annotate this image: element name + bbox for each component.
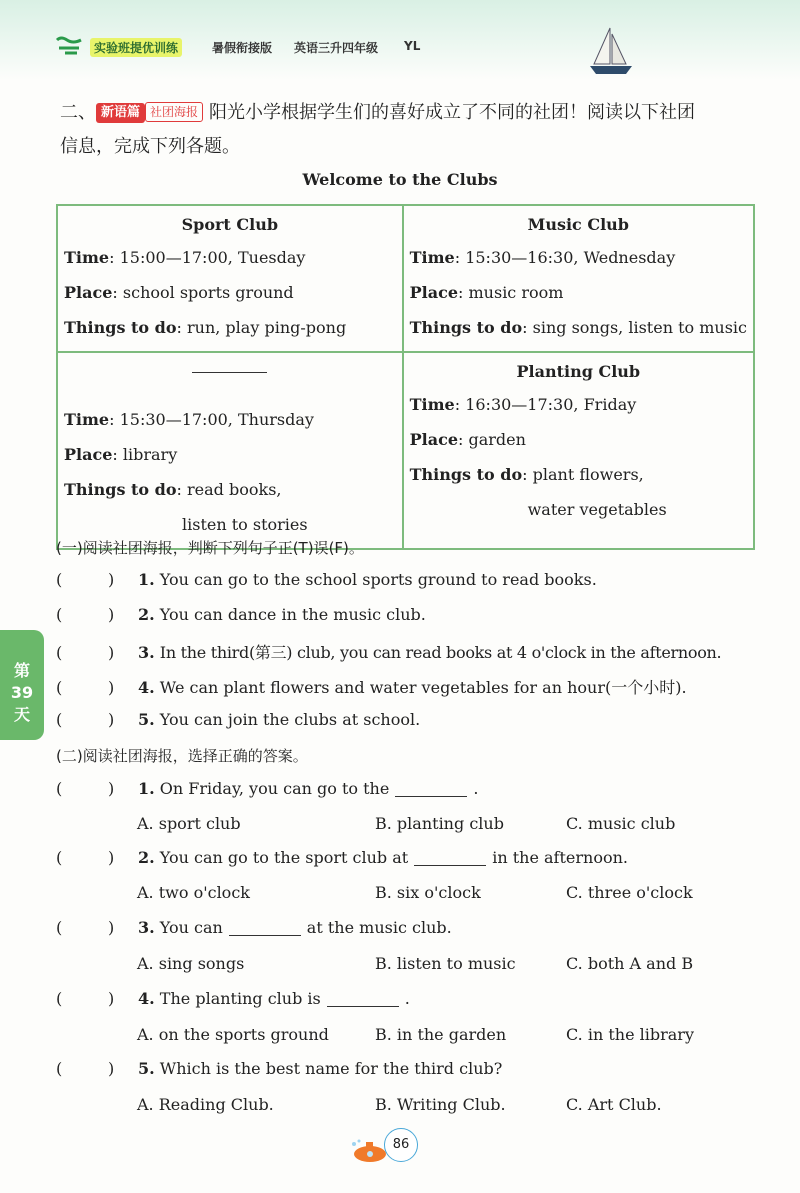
answer-blank[interactable] — [414, 865, 486, 866]
club-time: 15:00—17:00, Tuesday — [119, 248, 306, 267]
passage-type-tag: 社团海报 — [145, 102, 203, 122]
club-time: 16:30—17:30, Friday — [465, 395, 637, 414]
section-intro — [60, 96, 760, 164]
question-text-after: . — [473, 779, 479, 798]
answer-paren[interactable]: ( ) — [56, 779, 115, 798]
tf-question — [56, 640, 721, 663]
question-number: 2. — [138, 848, 155, 867]
club-place: garden — [468, 430, 526, 449]
day-tab-number: 39 — [10, 683, 34, 702]
time-label: Time — [409, 248, 455, 267]
question-number: 4. — [138, 678, 155, 697]
club-cell-music: Music Club Time: 15:30—16:30, Wednesday Place: music room Things to do: sing songs, listen to music — [403, 205, 754, 352]
question-text: On Friday, you can go to the — [159, 779, 390, 798]
answer-paren[interactable]: ( ) — [56, 918, 115, 937]
question-text: You can go to the sport club at — [159, 848, 409, 867]
place-label: Place — [409, 430, 459, 449]
question-number: 4. — [138, 989, 155, 1008]
option-c[interactable]: C. in the library — [566, 1025, 694, 1044]
tf-question — [56, 570, 597, 589]
club-things-continued: water vegetables — [527, 500, 667, 519]
things-label: Things to do — [64, 480, 177, 499]
answer-paren[interactable]: ( ) — [56, 643, 115, 662]
club-place: music room — [468, 283, 564, 302]
time-label: Time — [64, 410, 110, 429]
club-cell-planting: Planting Club Time: 16:30—17:30, Friday Place: garden Things to do: plant flowers, water vegetables — [403, 352, 754, 549]
club-name: Music Club — [527, 215, 629, 234]
day-side-tab — [0, 630, 44, 740]
club-cell-third: Time: 15:30—17:00, Thursday Place: library Things to do: read books, listen to stories — [57, 352, 403, 549]
question-text: You can dance in the music club. — [159, 605, 426, 624]
day-tab-suffix: 天 — [13, 705, 30, 724]
day-tab-prefix: 第 — [13, 661, 30, 680]
question-text: You can — [159, 918, 223, 937]
time-label: Time — [64, 248, 110, 267]
brand-logo-icon — [55, 36, 83, 56]
intro-text-line2: 信息，完成下列各题。 — [60, 136, 240, 157]
question-text: Which is the best name for the third club? — [159, 1059, 503, 1078]
time-label: Time — [409, 395, 455, 414]
answer-blank[interactable] — [229, 935, 301, 936]
club-name-blank-line — [192, 372, 267, 373]
option-b[interactable]: B. planting club — [375, 814, 504, 833]
question-number: 5. — [138, 1059, 155, 1078]
club-time: 15:30—17:00, Thursday — [119, 410, 314, 429]
question-text: In the third(第三) club, you can read books at 4 o'clock in the afternoon. — [159, 643, 722, 662]
option-a[interactable]: A. sport club — [137, 814, 241, 833]
club-time: 15:30—16:30, Wednesday — [465, 248, 676, 267]
things-label: Things to do — [64, 318, 177, 337]
question-text: The planting club is — [159, 989, 321, 1008]
page-number: 86 — [384, 1128, 418, 1162]
place-label: Place — [64, 445, 113, 464]
club-things-continued: listen to stories — [182, 515, 308, 534]
question-number: 3. — [138, 643, 155, 662]
answer-paren[interactable]: ( ) — [56, 1059, 115, 1078]
place-label: Place — [409, 283, 459, 302]
page-header — [0, 0, 800, 80]
mc-question — [56, 989, 410, 1008]
question-text: You can go to the school sports ground to read books. — [159, 570, 597, 589]
mc-question — [56, 779, 478, 798]
club-name: Sport Club — [181, 215, 279, 234]
answer-blank[interactable] — [327, 1006, 399, 1007]
option-b[interactable]: B. in the garden — [375, 1025, 507, 1044]
part1-instruction: (一)阅读社团海报，判断下列句子正(T)误(F)。 — [56, 539, 364, 557]
new-passage-tag: 新语篇 — [96, 103, 145, 123]
question-text: We can plant flowers and water vegetables for an hour(一个小时). — [159, 678, 687, 697]
brand-label: 实验班提优训练 — [90, 38, 182, 57]
question-number: 1. — [138, 570, 155, 589]
option-a[interactable]: A. on the sports ground — [137, 1025, 329, 1044]
club-place: library — [122, 445, 178, 464]
tf-question — [56, 710, 420, 729]
sailboat-icon — [588, 26, 634, 78]
question-number: 1. — [138, 779, 155, 798]
mc-question — [56, 848, 628, 867]
course-label: 英语三升四年级 — [294, 41, 379, 55]
part2-instruction: (二)阅读社团海报，选择正确的答案。 — [56, 747, 308, 765]
club-things: read books, — [187, 480, 282, 499]
option-b[interactable]: B. listen to music — [375, 954, 516, 973]
answer-blank[interactable] — [395, 796, 467, 797]
option-c[interactable]: C. both A and B — [566, 954, 694, 973]
answer-paren[interactable]: ( ) — [56, 848, 115, 867]
option-c[interactable]: C. three o'clock — [566, 883, 693, 902]
things-label: Things to do — [409, 465, 523, 484]
mc-question — [56, 1059, 502, 1078]
submarine-icon — [348, 1138, 388, 1164]
question-number: 3. — [138, 918, 155, 937]
option-c[interactable]: C. music club — [566, 814, 676, 833]
question-number: 5. — [138, 710, 155, 729]
question-number: 2. — [138, 605, 155, 624]
club-cell-sport: Sport Club Time: 15:00—17:00, Tuesday Place: school sports ground Things to do: run, play ping-pong — [57, 205, 403, 352]
answer-paren[interactable]: ( ) — [56, 570, 115, 589]
edition-label: 暑假衔接版 — [212, 41, 273, 55]
poster-title: Welcome to the Clubs — [302, 170, 498, 189]
tf-question — [56, 675, 687, 698]
option-a[interactable]: A. two o'clock — [137, 883, 250, 902]
clubs-poster-table — [56, 204, 755, 550]
option-c[interactable]: C. Art Club. — [566, 1095, 662, 1114]
answer-paren[interactable]: ( ) — [56, 710, 115, 729]
code-label: YL — [404, 39, 421, 53]
place-label: Place — [64, 283, 113, 302]
option-b[interactable]: B. six o'clock — [375, 883, 481, 902]
mc-question — [56, 918, 452, 937]
question-text-after: at the music club. — [306, 918, 452, 937]
question-text-after: in the afternoon. — [492, 848, 628, 867]
option-b[interactable]: B. Writing Club. — [375, 1095, 506, 1114]
answer-paren[interactable]: ( ) — [56, 678, 115, 697]
club-things: sing songs, listen to music — [532, 318, 747, 337]
answer-paren[interactable]: ( ) — [56, 989, 115, 1008]
club-things: run, play ping-pong — [187, 318, 347, 337]
club-place: school sports ground — [122, 283, 294, 302]
things-label: Things to do — [409, 318, 523, 337]
option-a[interactable]: A. Reading Club. — [137, 1095, 274, 1114]
club-name-blank — [64, 372, 396, 402]
section-number: 二、 — [60, 102, 96, 123]
question-text-after: . — [404, 989, 410, 1008]
intro-text-line1: 阳光小学根据学生们的喜好成立了不同的社团！阅读以下社团 — [209, 102, 696, 123]
answer-paren[interactable]: ( ) — [56, 605, 115, 624]
question-text: You can join the clubs at school. — [159, 710, 421, 729]
tf-question — [56, 605, 426, 624]
option-a[interactable]: A. sing songs — [137, 954, 245, 973]
club-things: plant flowers, — [532, 465, 644, 484]
club-name: Planting Club — [516, 362, 641, 381]
